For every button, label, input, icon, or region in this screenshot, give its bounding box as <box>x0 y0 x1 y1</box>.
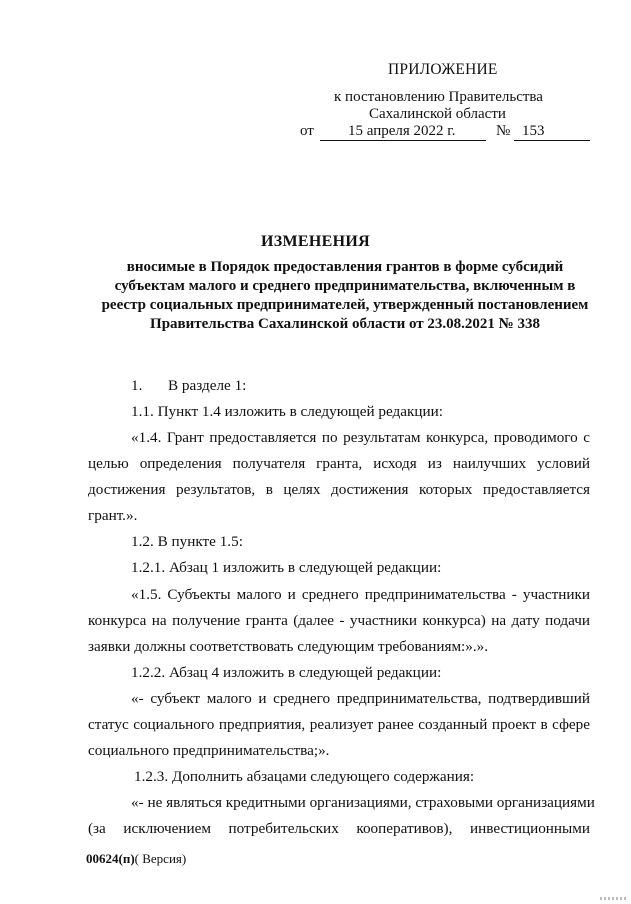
quote-1-4-line: достижения результатов, в целях достижения которых предоставляется <box>88 481 590 498</box>
date-prefix: от <box>300 123 314 139</box>
section-number: 1. <box>131 377 143 394</box>
quote-abz4-line: «- субъект малого и среднего предпринимательства, подтвердивший <box>131 690 590 707</box>
quote-1-5-line: заявки должны соответствовать следующим требованиям:».». <box>88 638 489 655</box>
quote-add-line: «- не являться кредитными организациями, страховыми организациями <box>131 794 595 811</box>
quote-1-4-line: целью определения получателя гранта, исходя из наилучших условий <box>88 455 590 472</box>
quote-1-4-line: «1.4. Грант предоставляется по результатам конкурса, проводимого с <box>131 429 590 446</box>
paragraph-1-2: 1.2. В пункте 1.5: <box>131 533 243 550</box>
document-subtitle <box>100 258 590 334</box>
quote-add-line: (за исключением потребительских кооперативов), инвестиционными <box>88 820 590 837</box>
paragraph-1-1: 1.1. Пункт 1.4 изложить в следующей редакции: <box>131 403 444 420</box>
appendix-reference-line1: к постановлению Правительства <box>334 89 543 105</box>
paragraph-1-2-3: 1.2.3. Дополнить абзацами следующего содержания: <box>134 768 475 785</box>
paragraph-1-2-2: 1.2.2. Абзац 4 изложить в следующей редакции: <box>131 664 442 681</box>
footer-version: ( Версия) <box>134 851 187 866</box>
resolution-number: 153 <box>522 123 545 139</box>
appendix-reference-line2: Сахалинской области <box>369 106 506 122</box>
section-heading: В разделе 1: <box>168 377 247 394</box>
quote-1-5-line: конкурса на получение гранта (далее - участники конкурса) на дату подачи <box>88 612 590 629</box>
document-footer <box>86 851 186 867</box>
appendix-title: ПРИЛОЖЕНИЕ <box>388 61 498 78</box>
resolution-date: 15 апреля 2022 г. <box>348 123 456 139</box>
resolution-date-row <box>300 123 600 143</box>
paragraph-1-2-1: 1.2.1. Абзац 1 изложить в следующей редакции: <box>131 559 442 576</box>
subtitle-line: Правительства Сахалинской области от 23.08.2021 № 338 <box>150 316 540 332</box>
subtitle-line: реестр социальных предпринимателей, утвержденный постановлением <box>101 297 589 313</box>
quote-1-4-line: грант.». <box>88 507 138 524</box>
quote-1-5-line: «1.5. Субъекты малого и среднего предпринимательства - участники <box>131 586 590 603</box>
number-sign: № <box>496 123 511 139</box>
subtitle-line: вносимые в Порядок предоставления грантов в форме субсидий <box>126 259 564 275</box>
document-title: ИЗМЕНЕНИЯ <box>261 233 370 250</box>
quote-abz4-line: статус социального предприятия, реализует ранее созданный проект в сфере <box>88 716 590 733</box>
subtitle-line: субъектам малого и среднего предпринимательства, включенным в <box>114 278 576 294</box>
quote-abz4-line: социального предпринимательства;». <box>88 742 330 759</box>
scan-artifact <box>600 897 628 900</box>
footer-code: 00624(п) <box>86 851 135 866</box>
